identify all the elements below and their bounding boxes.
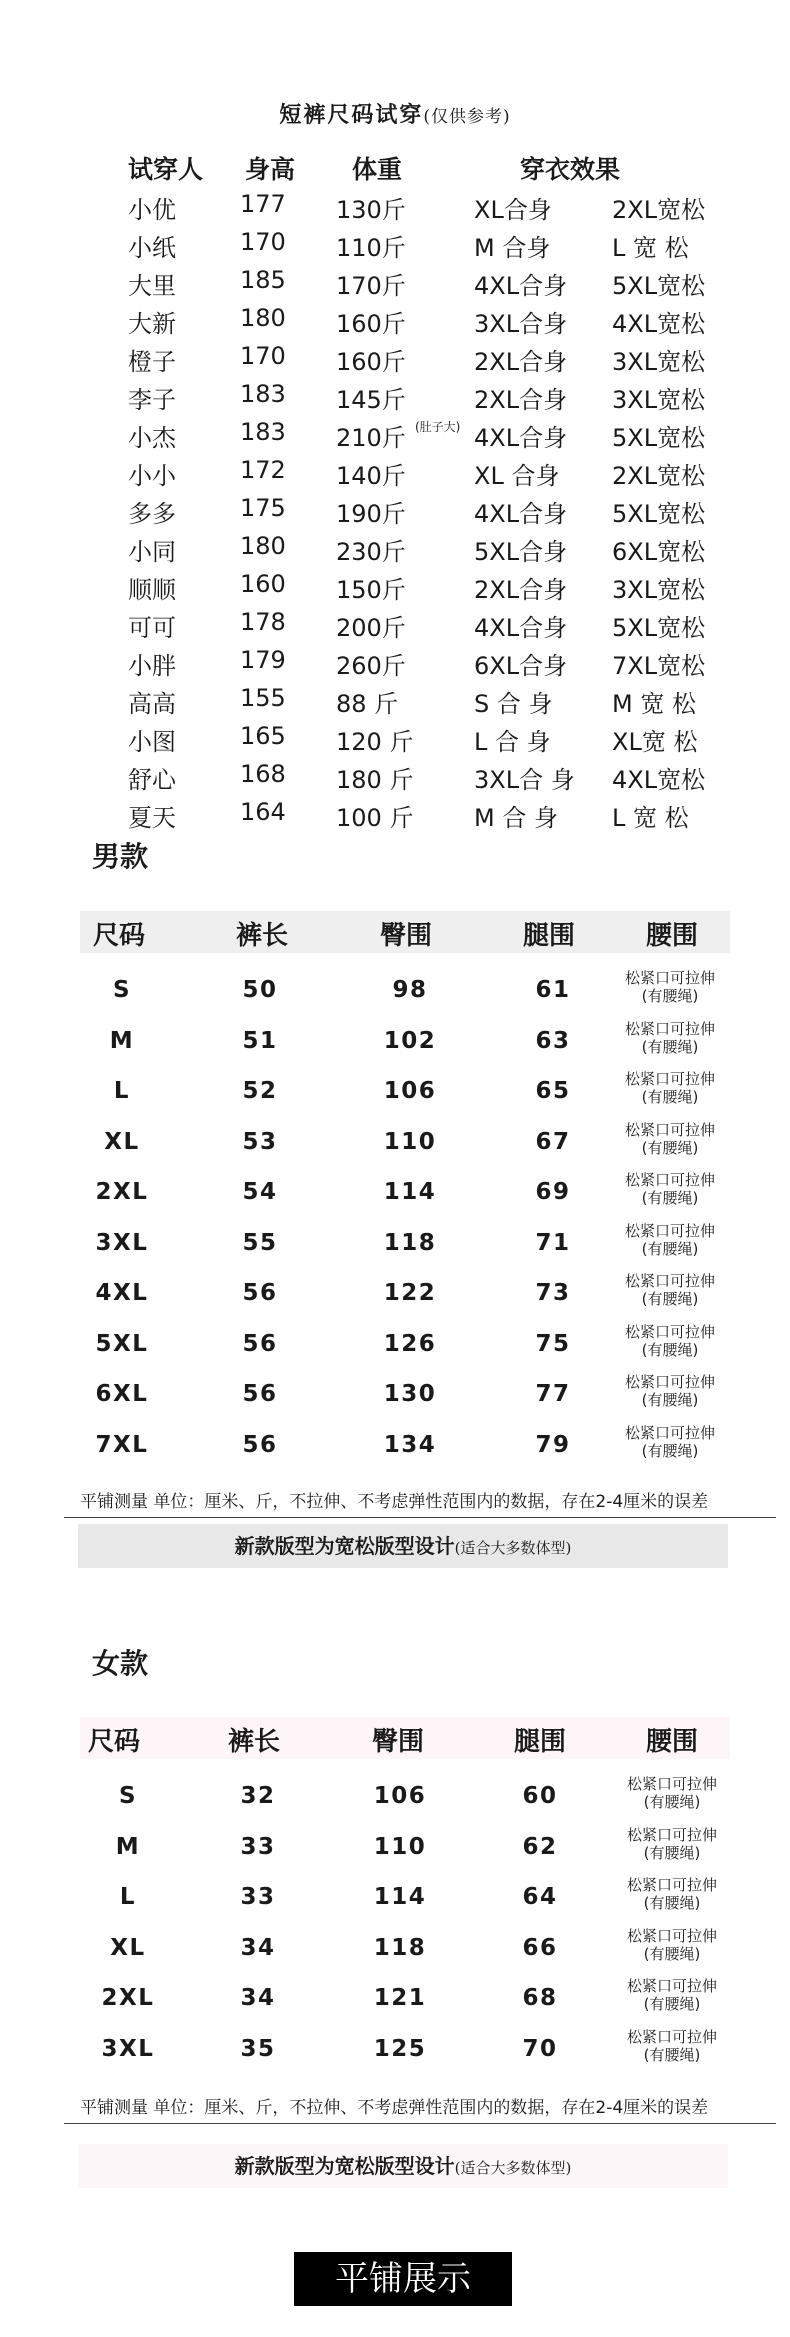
women-length: 34: [240, 1934, 276, 1961]
tryon-weight: 210斤: [336, 424, 406, 452]
men-size-row: [80, 1016, 730, 1067]
men-waist-line2: (有腰绳): [641, 1441, 699, 1460]
tryon-row: [0, 304, 790, 342]
tryon-height: 155: [240, 684, 286, 712]
men-waist-line2: (有腰绳): [641, 1138, 699, 1157]
men-hip: 102: [383, 1027, 437, 1054]
men-thigh: 75: [535, 1330, 571, 1357]
men-banner-text: 新款版型为宽松版型设计: [234, 1534, 455, 1558]
women-waist-line1: 松紧口可拉伸: [626, 1926, 717, 1945]
tryon-height: 170: [240, 228, 286, 256]
men-size-row: [80, 1420, 730, 1471]
women-fit-banner: [78, 2144, 728, 2188]
tryon-fit-snug: L 合 身: [474, 728, 551, 756]
men-hip: 106: [383, 1078, 437, 1104]
tryon-name: 可可: [128, 614, 176, 642]
men-waist-line2: (有腰绳): [641, 1290, 699, 1308]
tryon-weight: 88 斤: [336, 690, 399, 718]
women-waist: [612, 1826, 732, 1862]
tryon-fit-loose: 4XL宽松: [612, 766, 706, 794]
tryon-height: 170: [240, 342, 286, 370]
women-measure-note: 平铺测量 单位：厘米、斤，不拉伸、不考虑弹性范围内的数据，存在2-4厘米的误差: [80, 2098, 709, 2118]
tryon-name: 小图: [128, 728, 176, 756]
women-waist-line1: 松紧口可拉伸: [626, 1876, 717, 1894]
women-hip: 110: [373, 1833, 427, 1860]
tryon-name: 舒心: [128, 766, 176, 794]
men-waist-line1: 松紧口可拉伸: [624, 1272, 715, 1290]
men-waist-line1: 松紧口可拉伸: [624, 1070, 715, 1088]
flat-display-label: 平铺展示: [294, 2252, 512, 2306]
tryon-fit-snug: 2XL合身: [474, 348, 568, 376]
tryon-weight: 100 斤: [336, 804, 414, 832]
tryon-row: [0, 342, 790, 380]
tryon-weight: 140斤: [336, 462, 406, 490]
tryon-row: [0, 266, 790, 304]
tryon-row: [0, 190, 790, 228]
women-hip: 106: [373, 1783, 427, 1809]
tryon-row: [0, 646, 790, 684]
tryon-fit-snug: 4XL合身: [474, 424, 568, 452]
men-size-row: [80, 1066, 730, 1117]
men-waist-line1: 松紧口可拉伸: [624, 1171, 715, 1189]
men-waist-line2: (有腰绳): [641, 987, 699, 1005]
header-name: 试穿人: [128, 155, 204, 184]
tryon-fit-snug: XL 合身: [474, 462, 560, 490]
men-hip: 130: [383, 1381, 437, 1407]
women-waist-line2: (有腰绳): [643, 1995, 701, 2013]
tryon-title-text: 短裤尺码试穿: [279, 102, 424, 128]
tryon-fit-loose: 3XL宽松: [612, 386, 706, 414]
men-waist: [610, 1272, 730, 1308]
men-size: 6XL: [95, 1381, 149, 1407]
men-waist-line1: 松紧口可拉伸: [624, 1373, 715, 1391]
men-rows: [80, 965, 730, 1470]
men-hip: 134: [383, 1431, 437, 1458]
tryon-weight: 180 斤: [336, 766, 414, 794]
men-waist: [610, 1020, 730, 1056]
men-section-title: 男款: [92, 840, 149, 873]
women-size: 2XL: [101, 1985, 155, 2011]
women-waist-line2: (有腰绳): [643, 1944, 701, 1963]
tryon-fit-snug: 5XL合身: [474, 538, 568, 566]
women-waist-line1: 松紧口可拉伸: [626, 1775, 717, 1793]
tryon-name: 大新: [128, 310, 176, 338]
tryon-weight: 200斤: [336, 614, 406, 642]
tryon-height: 160: [240, 570, 286, 598]
tryon-row: [0, 418, 790, 456]
women-waist-line2: (有腰绳): [643, 2045, 701, 2064]
men-hip: 126: [383, 1330, 437, 1357]
tryon-name: 小胖: [128, 652, 176, 680]
tryon-weight: 110斤: [336, 234, 406, 262]
women-waist: [612, 1775, 732, 1811]
women-waist-line1: 松紧口可拉伸: [626, 2027, 717, 2046]
women-length: 33: [240, 1884, 276, 1910]
tryon-height: 180: [240, 304, 286, 332]
tryon-table: [0, 150, 790, 836]
men-thigh: 63: [535, 1027, 571, 1054]
tryon-fit-loose: 2XL宽松: [612, 462, 706, 490]
men-hip: 122: [383, 1280, 437, 1306]
men-size-table: [80, 911, 730, 1470]
tryon-fit-snug: 3XL合 身: [474, 766, 575, 794]
women-rows: [80, 1771, 730, 2074]
men-size-row: [80, 1369, 730, 1420]
tryon-height: 175: [240, 494, 286, 522]
men-waist: [610, 1222, 730, 1258]
tryon-title: [0, 98, 790, 129]
women-size: M: [115, 1833, 141, 1860]
men-waist-line1: 松紧口可拉伸: [624, 969, 715, 987]
tryon-height: 179: [240, 646, 286, 674]
women-thigh: 62: [522, 1833, 558, 1860]
women-banner-text: 新款版型为宽松版型设计: [234, 2154, 455, 2178]
women-header-thigh: 腿围: [514, 1727, 567, 1757]
men-thigh: 71: [535, 1229, 571, 1256]
tryon-fit-loose: 2XL宽松: [612, 196, 706, 224]
men-waist-line2: (有腰绳): [641, 1239, 699, 1258]
women-waist: [612, 2028, 732, 2064]
men-hip: 114: [383, 1179, 437, 1205]
tryon-fit-snug: 4XL合身: [474, 500, 568, 528]
men-waist-line2: (有腰绳): [641, 1088, 699, 1106]
tryon-fit-loose: XL宽 松: [612, 728, 698, 756]
women-waist-line2: (有腰绳): [643, 1894, 701, 1912]
men-table-header: [80, 911, 730, 953]
men-header-waist: 腰围: [646, 921, 699, 951]
women-hip: 118: [373, 1934, 427, 1961]
header-height: 身高: [245, 155, 296, 184]
tryon-weight: 190斤: [336, 500, 406, 528]
tryon-row: [0, 228, 790, 266]
women-waist-line1: 松紧口可拉伸: [626, 1825, 717, 1844]
women-header-waist: 腰围: [646, 1727, 699, 1757]
men-size: M: [109, 1027, 135, 1054]
tryon-fit-snug: 2XL合身: [474, 576, 568, 604]
tryon-weight: 120 斤: [336, 728, 414, 756]
men-length: 55: [242, 1229, 278, 1256]
men-length: 56: [242, 1280, 278, 1306]
women-size-row: [80, 2024, 730, 2075]
tryon-fit-loose: M 宽 松: [612, 690, 696, 718]
women-length: 32: [240, 1783, 276, 1809]
tryon-fit-snug: 4XL合身: [474, 614, 568, 642]
men-hip: 110: [383, 1128, 437, 1155]
tryon-fit-loose: 6XL宽松: [612, 538, 706, 566]
men-thigh: 79: [535, 1431, 571, 1458]
men-waist-line1: 松紧口可拉伸: [624, 1120, 715, 1139]
men-hip: 98: [392, 977, 428, 1003]
tryon-row: [0, 380, 790, 418]
tryon-name: 小优: [128, 196, 176, 224]
tryon-fit-snug: XL合身: [474, 196, 552, 224]
men-thigh: 67: [535, 1128, 571, 1155]
tryon-title-note: (仅供参考): [423, 107, 511, 127]
men-measure-note: 平铺测量 单位：厘米、斤，不拉伸、不考虑弹性范围内的数据，存在2-4厘米的误差: [80, 1492, 709, 1512]
men-waist: [610, 1070, 730, 1106]
men-thigh: 65: [535, 1078, 571, 1104]
tryon-rows: [0, 190, 790, 836]
tryon-height: 180: [240, 532, 286, 560]
women-size: S: [118, 1783, 138, 1809]
women-size-row: [80, 1872, 730, 1923]
tryon-row: [0, 608, 790, 646]
women-section-title: 女款: [92, 1647, 149, 1680]
tryon-name: 橙子: [128, 348, 176, 376]
men-length: 56: [242, 1431, 278, 1458]
tryon-name: 高高: [128, 690, 176, 718]
tryon-fit-snug: 2XL合身: [474, 386, 568, 414]
tryon-weight: 160斤: [336, 348, 406, 376]
women-thigh: 60: [522, 1783, 558, 1809]
tryon-height: 172: [240, 456, 286, 484]
men-waist-line2: (有腰绳): [641, 1037, 699, 1056]
tryon-height: 183: [240, 418, 286, 446]
men-header-hip: 臀围: [380, 921, 433, 951]
tryon-row: [0, 722, 790, 760]
tryon-weight: 150斤: [336, 576, 406, 604]
men-size: L: [113, 1078, 131, 1104]
women-size: XL: [110, 1934, 146, 1961]
men-thigh: 61: [535, 977, 571, 1003]
tryon-name: 顺顺: [128, 576, 176, 604]
tryon-height: 178: [240, 608, 286, 636]
tryon-weight: 170斤: [336, 272, 406, 300]
women-length: 34: [240, 1985, 276, 2011]
women-hip: 125: [373, 2035, 427, 2062]
women-size: 3XL: [101, 2035, 155, 2062]
tryon-fit-snug: M 合身: [474, 234, 551, 262]
tryon-weight: 130斤: [336, 196, 406, 224]
tryon-fit-loose: 5XL宽松: [612, 272, 706, 300]
men-hip: 118: [383, 1229, 437, 1256]
women-waist-line1: 松紧口可拉伸: [626, 1977, 717, 1995]
tryon-row: [0, 532, 790, 570]
men-waist: [610, 969, 730, 1005]
men-waist-line1: 松紧口可拉伸: [624, 1019, 715, 1038]
women-banner-small: (适合大多数体型): [454, 2159, 572, 2177]
tryon-row: [0, 456, 790, 494]
men-size: 4XL: [95, 1280, 149, 1306]
men-length: 52: [242, 1078, 278, 1104]
men-fit-banner: [78, 1524, 728, 1568]
men-size-row: [80, 1218, 730, 1269]
tryon-row: [0, 570, 790, 608]
tryon-fit-snug: 4XL合身: [474, 272, 568, 300]
men-thigh: 69: [535, 1179, 571, 1205]
tryon-row: [0, 760, 790, 798]
women-waist-line2: (有腰绳): [643, 1793, 701, 1811]
tryon-name: 李子: [128, 386, 176, 414]
tryon-fit-loose: 7XL宽松: [612, 652, 706, 680]
tryon-weight: 260斤: [336, 652, 406, 680]
men-size-row: [80, 1117, 730, 1168]
men-waist: [610, 1171, 730, 1207]
tryon-name: 小纸: [128, 234, 176, 262]
women-thigh: 70: [522, 2035, 558, 2062]
women-waist: [612, 1977, 732, 2013]
men-waist-line1: 松紧口可拉伸: [624, 1322, 715, 1341]
women-thigh: 66: [522, 1934, 558, 1961]
men-divider: [64, 1517, 776, 1518]
men-length: 56: [242, 1381, 278, 1407]
men-thigh: 73: [535, 1280, 571, 1306]
tryon-row: [0, 684, 790, 722]
tryon-fit-loose: L 宽 松: [612, 804, 689, 832]
men-banner-small: (适合大多数体型): [454, 1539, 572, 1557]
men-length: 56: [242, 1330, 278, 1357]
men-waist: [610, 1373, 730, 1409]
men-waist: [610, 1323, 730, 1359]
tryon-row: [0, 798, 790, 836]
men-waist-line1: 松紧口可拉伸: [624, 1423, 715, 1442]
men-size: 2XL: [95, 1179, 149, 1205]
women-waist-line2: (有腰绳): [643, 1843, 701, 1862]
women-size-table: [80, 1717, 730, 2074]
tryon-fit-snug: 6XL合身: [474, 652, 568, 680]
men-size: 3XL: [95, 1229, 149, 1256]
women-waist: [612, 1876, 732, 1912]
tryon-weight: 145斤: [336, 386, 406, 414]
men-header-length: 裤长: [236, 921, 289, 951]
men-waist: [610, 1121, 730, 1157]
men-length: 51: [242, 1027, 278, 1054]
women-divider: [64, 2123, 776, 2124]
tryon-weight: 230斤: [336, 538, 406, 566]
header-weight: 体重: [352, 155, 403, 184]
tryon-fit-loose: 4XL宽松: [612, 310, 706, 338]
women-size-row: [80, 1771, 730, 1822]
women-length: 33: [240, 1833, 276, 1860]
women-header-hip: 臀围: [372, 1727, 425, 1757]
tryon-fit-loose: 3XL宽松: [612, 348, 706, 376]
men-size-row: [80, 1268, 730, 1319]
men-size-row: [80, 965, 730, 1016]
tryon-height: 177: [240, 190, 286, 218]
tryon-header-row: [0, 150, 790, 190]
tryon-height: 185: [240, 266, 286, 294]
tryon-fit-loose: 5XL宽松: [612, 614, 706, 642]
men-waist: [610, 1424, 730, 1460]
women-size: L: [119, 1884, 137, 1910]
men-thigh: 77: [535, 1381, 571, 1407]
men-header-size: 尺码: [93, 921, 146, 951]
tryon-fit-loose: 3XL宽松: [612, 576, 706, 604]
tryon-height: 164: [240, 798, 286, 826]
women-size-row: [80, 1973, 730, 2024]
tryon-fit-loose: L 宽 松: [612, 234, 689, 262]
women-waist: [612, 1927, 732, 1963]
women-thigh: 64: [522, 1884, 558, 1910]
men-size-row: [80, 1319, 730, 1370]
men-length: 54: [242, 1179, 278, 1205]
tryon-name: 夏天: [128, 804, 176, 832]
men-waist-line1: 松紧口可拉伸: [624, 1221, 715, 1240]
tryon-row: [0, 494, 790, 532]
tryon-name: 小同: [128, 538, 176, 566]
tryon-name: 多多: [128, 500, 176, 528]
men-length: 50: [242, 977, 278, 1003]
tryon-name: 小小: [128, 462, 176, 490]
women-size-row: [80, 1923, 730, 1974]
men-size-row: [80, 1167, 730, 1218]
tryon-fit-snug: S 合 身: [474, 690, 553, 718]
tryon-fit-snug: 3XL合身: [474, 310, 568, 338]
men-waist-line2: (有腰绳): [641, 1189, 699, 1207]
women-thigh: 68: [522, 1985, 558, 2011]
tryon-fit-loose: 5XL宽松: [612, 500, 706, 528]
tryon-note: (肚子大): [415, 420, 461, 434]
men-waist-line2: (有腰绳): [641, 1340, 699, 1359]
tryon-height: 165: [240, 722, 286, 750]
men-length: 53: [242, 1128, 278, 1155]
women-header-size: 尺码: [88, 1727, 141, 1757]
women-hip: 121: [373, 1985, 427, 2011]
women-table-header: [80, 1717, 730, 1759]
men-size: XL: [104, 1128, 140, 1155]
header-fit: 穿衣效果: [520, 155, 621, 184]
men-size: S: [112, 977, 132, 1003]
tryon-weight: 160斤: [336, 310, 406, 338]
tryon-height: 183: [240, 380, 286, 408]
men-waist-line2: (有腰绳): [641, 1391, 699, 1409]
tryon-name: 小杰: [128, 424, 176, 452]
women-length: 35: [240, 2035, 276, 2062]
tryon-height: 168: [240, 760, 286, 788]
men-size: 7XL: [95, 1431, 149, 1458]
tryon-fit-snug: M 合 身: [474, 804, 558, 832]
tryon-name: 大里: [128, 272, 176, 300]
men-header-thigh: 腿围: [523, 921, 576, 951]
men-size: 5XL: [95, 1330, 149, 1357]
tryon-fit-loose: 5XL宽松: [612, 424, 706, 452]
women-hip: 114: [373, 1884, 427, 1910]
women-size-row: [80, 1822, 730, 1873]
women-header-length: 裤长: [228, 1727, 281, 1757]
